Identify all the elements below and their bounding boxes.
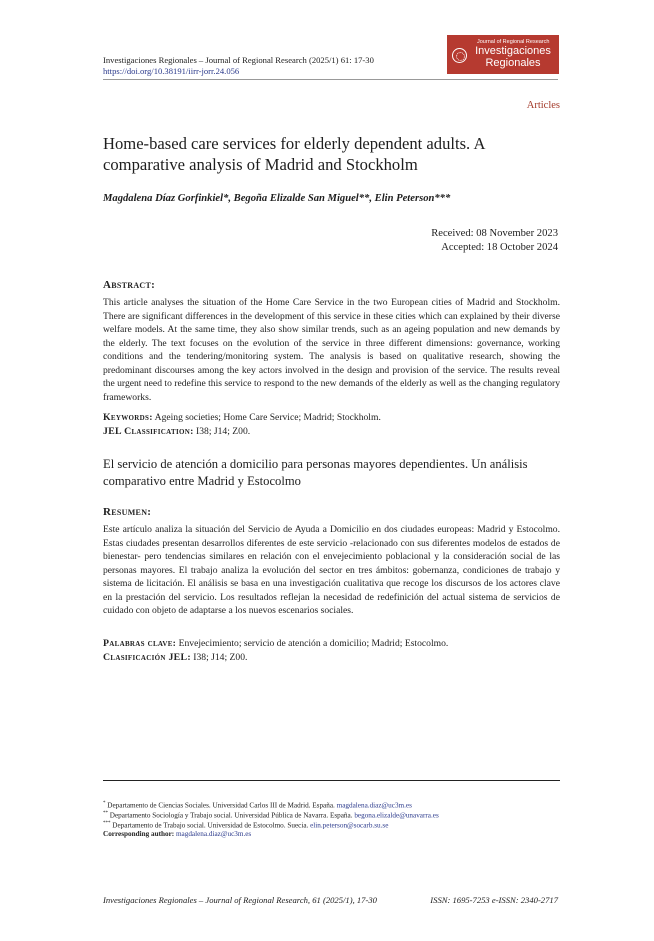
footnote-divider [103,780,560,781]
logo-subtitle: Journal of Regional Research [477,39,550,45]
keywords-label: Keywords: [103,412,153,423]
journal-logo [447,35,559,74]
logo-emblem-icon [452,48,467,63]
logo-title-line1: Investigaciones [475,45,551,57]
keywords-value: Ageing societies; Home Care Service; Madrid; Stockholm. [152,412,381,423]
jel-label: JEL Classification: [103,426,194,437]
keywords-line [103,411,381,425]
abstract-heading: Abstract: [103,279,156,291]
jel-value: I38; J14; Z00. [193,426,251,437]
footnote-3-text: Departamento de Trabajo social. Universidad de Estocolmo. Suecia. [110,821,311,830]
article-dates [431,227,558,255]
palabras-clave-line [103,637,448,651]
jel-line [103,425,250,439]
header-divider [103,79,558,80]
resumen-body: Este artículo analiza la situación del Servicio de Ayuda a Domicilio en dos ciudades europeas: Madrid y Estocolmo. Estas ciudades presentan desarrollos diferentes de este servicio -relacionado con sus diferentes modelos de estados de bienestar- pero tendencias similares en relación con el envejecimiento poblacional y la consideración social de las personas mayores. El trabajo analiza la evolución del sector en tres ámbitos: gobernanza, condiciones de trabajo y sistema de licitación. El análisis se basa en una investigación cualitativa que recoge los discursos de los actores clave en la prestación del servicio. Los resultados reflejan la necesidad de redefinición del actual sistema de servicios de cuidado con objeto de adaptarse a los nuevos escenarios sociales. [103,524,560,616]
author-list: Magdalena Díaz Gorfinkiel*, Begoña Elizalde San Miguel**, Elin Peterson*** [103,193,451,204]
article-title: Home-based care services for elderly dependent adults. A comparative analysis of Madrid and Stockholm [103,134,485,174]
corresponding-author-label: Corresponding author: [103,830,175,838]
clasificacion-jel-line [103,651,247,665]
palabras-clave-value: Envejecimiento; servicio de atención a domicilio; Madrid; Estocolmo. [176,638,449,649]
spanish-title: El servicio de atención a domicilio para personas mayores dependientes. Un análisis comparativo entre Madrid y Estocolmo [103,457,528,488]
footnote-1-mark: * [103,801,106,806]
received-date: Received: 08 November 2023 [431,228,558,239]
page-footer-issn: ISSN: 1695-7253 e-ISSN: 2340-2717 [430,895,558,905]
doi-link[interactable]: https://doi.org/10.38191/iirr-jorr.24.056 [103,66,240,76]
journal-header-line: Investigaciones Regionales – Journal of Regional Research (2025/1) 61: 17-30 [103,55,374,65]
abstract-body: This article analyses the situation of the Home Care Service in the two European cities of Madrid and Stockholm. There are significant differences in the development of this service in these cities which can explained by their diverse welfare models. At the same time, they also show similar trends, such as an ageing population and new demands by the elderly. The text focuses on the evolution of the service in three different dimensions: governance, working conditions and the tendering/monitoring system. The analysis is based on qualitative research, showing the predominant discourses among the key actors involved in the design and provision of the service. The results reveal the urgent need to redefine this service to respond to the new demands of the elderly as well as the changing regulatory frameworks. [103,297,560,403]
page-footer-citation: Investigaciones Regionales – Journal of Regional Research, 61 (2025/1), 17-30 [103,895,377,905]
clasificacion-jel-value: I38; J14; Z00. [190,652,248,663]
footnote-1-text: Departamento de Ciencias Sociales. Universidad Carlos III de Madrid. España. [105,801,337,810]
corresponding-author-email[interactable]: magdalena.diaz@uc3m.es [175,830,252,838]
palabras-clave-label: Palabras clave: [103,638,177,649]
footnote-3-mark: *** [103,821,111,826]
accepted-date: Accepted: 18 October 2024 [441,241,558,253]
clasificacion-jel-label: Clasificación JEL: [103,652,191,663]
corresponding-author [103,829,251,840]
footnote-2-text: Departamento Sociología y Trabajo social. Universidad Pública de Navarra. España. [108,811,355,820]
footnote-2-email[interactable]: begona.elizalde@unavarra.es [354,811,439,820]
resumen-heading: Resumen: [103,506,152,518]
logo-title [467,46,559,69]
footnote-1-email[interactable]: magdalena.diaz@uc3m.es [336,801,412,810]
section-tag: Articles [526,100,560,111]
footnote-2-mark: ** [103,811,108,816]
logo-title-line2: Regionales [485,56,541,69]
footnote-3-email[interactable]: elin.peterson@socarb.su.se [310,821,389,830]
